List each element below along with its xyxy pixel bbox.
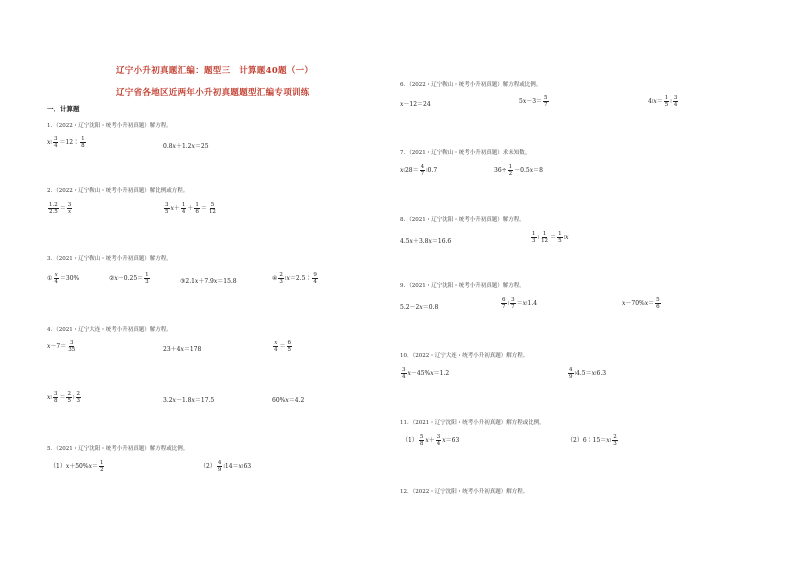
question-7-stem: 7．（2021・辽宁鞍山・统考小升初真题）求未知数。 [400, 150, 531, 156]
q1-equation-2: 0.8x＋1.2x＝25 [163, 143, 209, 150]
q7-equation-2: 36÷ $\frac{1}{2}$ －0.5x＝8 [494, 164, 543, 177]
q6-equation-2: 5x－3＝ $\frac{5}{7}$ [519, 95, 548, 108]
q5-equation-1: （1）x＋50%x＝ $\frac{1}{2}$ [50, 460, 104, 473]
q6-equation-1: x－12＝24 [400, 101, 431, 108]
q11-equation-1: （1） $\frac{5}{8}$ x＋ $\frac{3}{4}$ x＝63 [402, 434, 460, 447]
q4-equation-6: 60%x＝4.2 [272, 397, 305, 404]
q4-equation-1: x－7＝ $\frac{3}{35}$ [47, 340, 76, 353]
title-line-2: 辽宁省各地区近两年小升初真题题型汇编专项训练 [116, 88, 310, 98]
q4-equation-5: 3.2x－1.8x＝17.5 [163, 397, 215, 404]
question-4-stem: 4．（2021・辽宁大连・统考小升初真题）解方程。 [47, 327, 172, 333]
question-12-stem: 12．（2022・辽宁沈阳・统考小升初真题）解方程。 [400, 489, 529, 495]
question-2-stem: 2．（2022・辽宁鞍山・统考小升初真题）解比例或方程。 [47, 188, 189, 194]
question-8-stem: 8．（2021・辽宁沈阳・统考小升初真题）解方程。 [400, 217, 525, 223]
question-1-stem: 1．（2022・辽宁沈阳・统考小升初真题）解方程。 [47, 123, 172, 129]
q3-equation-4: ④ $\frac{2}{3}$ ∶x＝2.5∶ $\frac{9}{4}$ [272, 272, 317, 285]
q2-equation-1: $\frac{1.2}{2.5}$ ＝ $\frac{3}{x}$ [49, 202, 72, 215]
q10-equation-2: $\frac{4}{9}$ ∶4.5＝x∶6.3 [569, 367, 607, 380]
q10-equation-1: $\frac{3}{4}$ x－45%x＝1.2 [402, 367, 450, 380]
question-6-stem: 6．（2022・辽宁鞍山・统考小升初真题）解方程或比例。 [400, 82, 542, 88]
q9-equation-2: $\frac{6}{7}$ ∶ $\frac{3}{7}$ ＝x∶1.4 [502, 297, 538, 310]
question-10-stem: 10．（2022・辽宁大连・统考小升初真题）解方程。 [400, 353, 529, 359]
q4-equation-3: $\frac{x}{4}$ ＝ $\frac{6}{5}$ [274, 340, 292, 353]
question-3-stem: 3．（2021・辽宁鞍山・统考小升初真题）解方程。 [47, 256, 172, 262]
q7-equation-1: x∶28＝ $\frac{4}{7}$ ∶0.7 [400, 164, 438, 177]
q1-equation-1: x∶ $\frac{3}{4}$ ＝12∶ $\frac{1}{8}$ [47, 136, 85, 149]
q6-equation-3: 4∶x＝ $\frac{1}{5}$ ∶ $\frac{3}{4}$ [648, 95, 678, 108]
question-5-stem: 5．（2021・辽宁沈阳・统考小升初真题）解方程或比例。 [47, 446, 189, 452]
q3-equation-2: ②x－0.25＝ $\frac{1}{3}$ [109, 272, 149, 285]
q4-equation-4: x∶ $\frac{3}{8}$ ＝ $\frac{2}{5}$ ∶ $\frac{2}{3}$ [47, 391, 81, 404]
q9-equation-1: 5.2－2x＝0.8 [400, 304, 439, 311]
q8-equation-1: 4.5x＋3.8x＝16.6 [400, 238, 452, 245]
q2-equation-2: $\frac{3}{5}$ x＋ $\frac{1}{4}$ ＋ $\frac{1}{6}$ ＝ $\frac{5}{12}$ [165, 202, 216, 215]
question-11-stem: 11．（2021・辽宁沈阳・统考小升初真题）解方程或比例。 [400, 420, 545, 426]
section-heading: 一．计算题 [47, 105, 80, 113]
title-line-1: 辽宁小升初真题汇编：题型三 计算题40题（一） [116, 66, 314, 76]
q11-equation-2: （2）6∶15＝x∶ $\frac{2}{3}$ [567, 434, 617, 447]
q9-equation-3: x－70%x＝ $\frac{5}{6}$ [622, 297, 660, 310]
q3-equation-3: ③2.1x＋7.9x＝15.8 [180, 278, 237, 285]
q3-equation-1: ① $\frac{x}{4}$ ＝30% [47, 272, 80, 285]
q8-equation-2: $\frac{1}{3}$ ∶ $\frac{1}{12}$ ＝ $\frac{1}{5}$ ∶x [532, 231, 569, 244]
q4-equation-2: 23＋4x＝178 [163, 346, 202, 353]
question-9-stem: 9．（2021・辽宁沈阳・统考小升初真题）解方程。 [400, 283, 525, 289]
q5-equation-2: （2） $\frac{4}{9}$ ∶14＝x∶63 [200, 460, 252, 473]
